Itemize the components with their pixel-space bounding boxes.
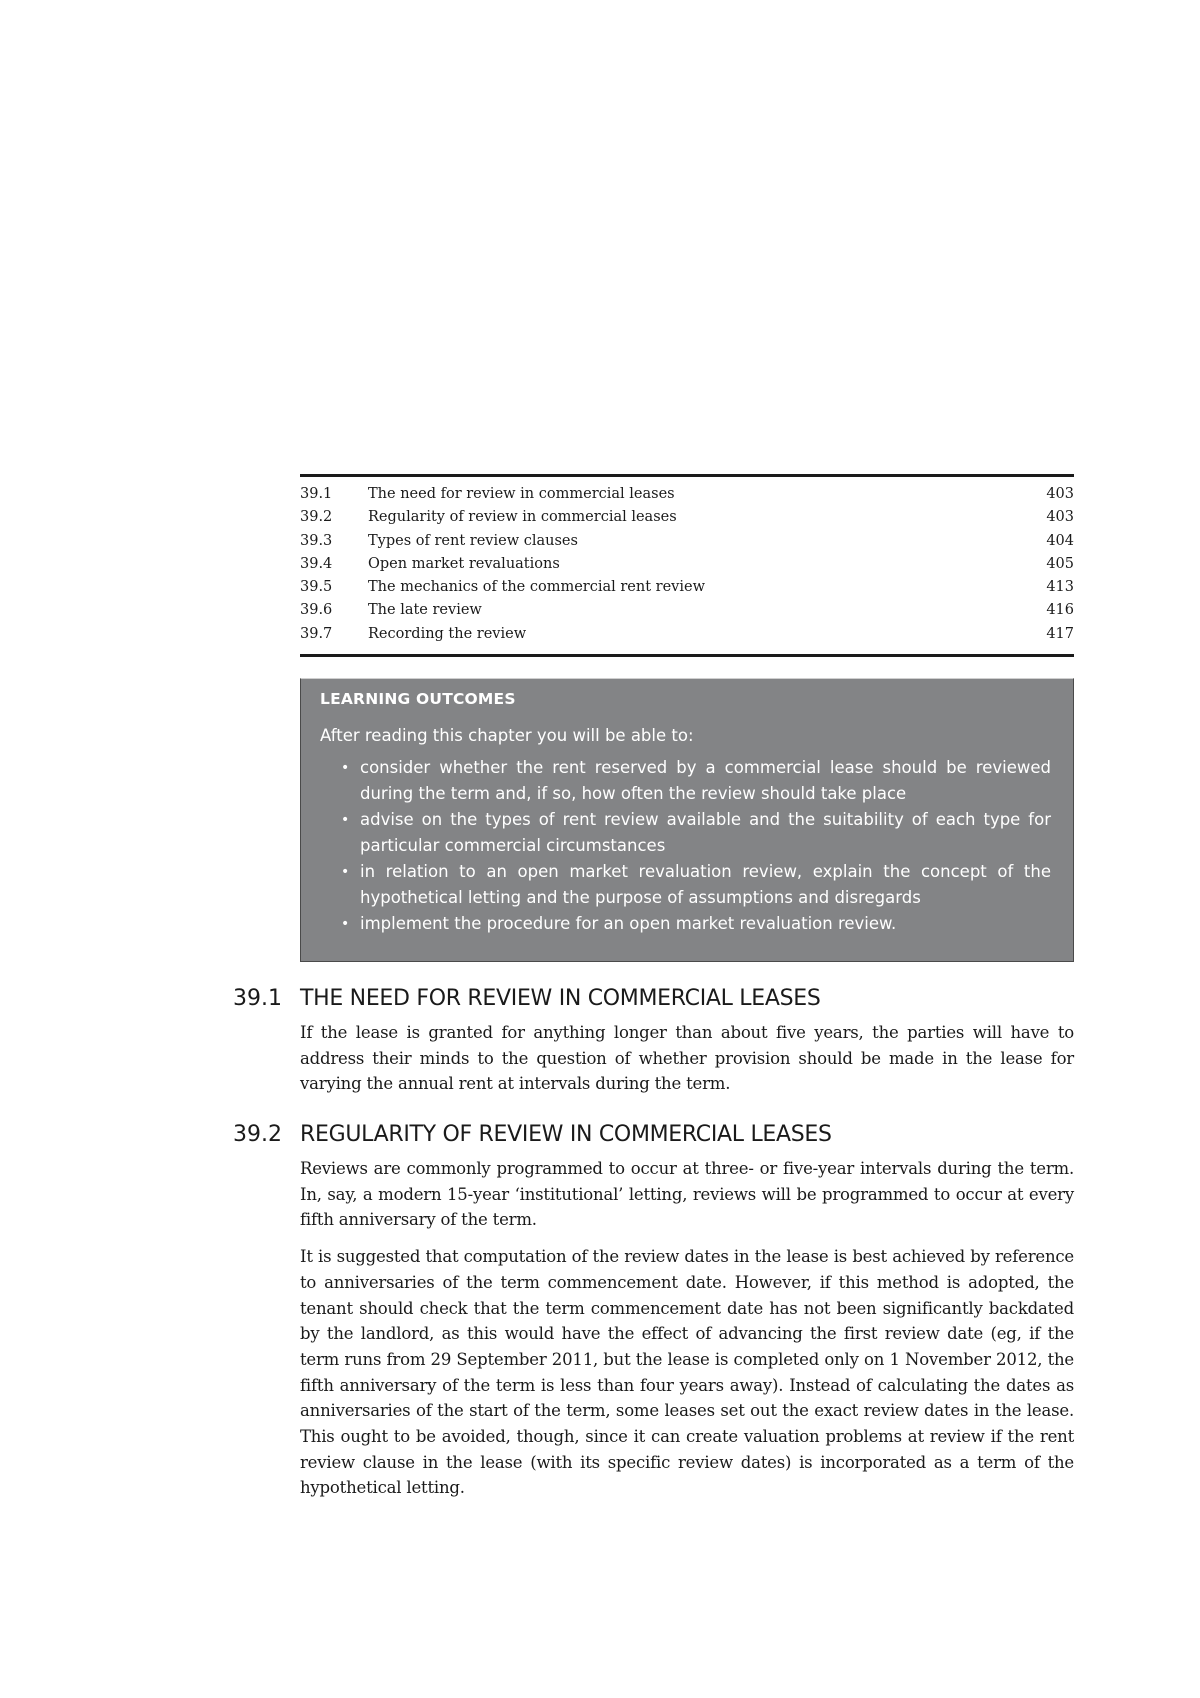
toc-title: Open market revaluations <box>368 555 560 572</box>
toc-entry <box>300 553 1074 576</box>
bullet-icon: • <box>341 760 350 776</box>
toc-page-number: 417 <box>1046 625 1074 642</box>
toc-number: 39.4 <box>300 555 333 572</box>
toc-title: The need for review in commercial leases <box>368 486 675 502</box>
list-item <box>320 859 1051 911</box>
learning-outcomes-box <box>300 678 1074 962</box>
section-heading <box>233 1120 1074 1150</box>
toc-page-number: 413 <box>1046 579 1074 596</box>
learning-outcomes-heading: LEARNING OUTCOMES <box>320 690 516 708</box>
body-paragraph: Reviews are commonly programmed to occur at three- or five-year intervals during the term. In, say, a modern 15-year ‘institutional’ letting, reviews will be programmed to occur at every fifth anniversary of the term. <box>300 1159 1074 1230</box>
toc-number: 39.2 <box>300 509 333 526</box>
toc-page-number: 404 <box>1046 532 1074 549</box>
toc-title: Regularity of review in commercial leases <box>368 509 677 526</box>
list-item <box>320 911 1051 937</box>
section-39-2 <box>233 1120 1074 1501</box>
chapter-contents <box>300 474 1074 657</box>
section-number: 39.1 <box>233 986 282 1011</box>
toc-number: 39.5 <box>300 579 333 596</box>
toc-entry <box>300 623 1074 646</box>
section-number: 39.2 <box>233 1122 282 1147</box>
section-39-1 <box>233 984 1074 1097</box>
bullet-icon: • <box>341 864 350 880</box>
bullet-icon: • <box>341 812 350 828</box>
outcome-text: advise on the types of rent review available and the suitability of each type for particular commercial circumstances <box>360 810 1051 855</box>
toc-page-number: 416 <box>1046 602 1074 619</box>
body-paragraph: If the lease is granted for anything longer than about five years, the parties will have to address their minds to the question of whether provision should be made in the lease for varying the annual rent at intervals during the term. <box>300 1023 1074 1094</box>
outcome-text: consider whether the rent reserved by a commercial lease should be reviewed during the term and, if so, how often the review should take place <box>360 758 1051 803</box>
outcome-text: implement the procedure for an open market revaluation review. <box>360 914 897 933</box>
section-title: THE NEED FOR REVIEW IN COMMERCIAL LEASES <box>300 986 821 1011</box>
bullet-icon: • <box>341 916 350 932</box>
toc-entry <box>300 530 1074 553</box>
toc-entry <box>300 599 1074 622</box>
body-paragraph: It is suggested that computation of the review dates in the lease is best achieved by reference to anniversaries of the term commencement date. However, if this method is adopted, the tenant should check that the term commencement date has not been significantly backdated by the landlord, as this would have the effect of advancing the first review date (eg, if the term runs from 29 September 2011, but the lease is completed only on 1 November 2012, the fifth anniversary of the term is less than four years away). Instead of calculating the dates as anniversaries of the start of the term, some leases set out the exact review dates in the lease. This ought to be avoided, though, since it can create valuation problems at review if the rent review clause in the lease (with its specific review dates) is incorporated as a term of the hypothetical letting. <box>300 1247 1074 1498</box>
toc-page-number: 405 <box>1046 555 1074 572</box>
learning-outcomes-intro: After reading this chapter you will be able to: <box>320 726 694 745</box>
toc-title: The mechanics of the commercial rent review <box>368 579 705 596</box>
list-item <box>320 755 1051 807</box>
toc-title: The late review <box>368 602 482 619</box>
section-heading <box>233 984 1074 1014</box>
toc-page-number: 403 <box>1046 486 1074 502</box>
toc-number: 39.1 <box>300 486 333 502</box>
toc-title: Types of rent review clauses <box>368 532 578 549</box>
toc-number: 39.6 <box>300 602 333 619</box>
toc-entry <box>300 576 1074 599</box>
toc-number: 39.7 <box>300 625 333 642</box>
section-title: REGULARITY OF REVIEW IN COMMERCIAL LEASES <box>300 1122 832 1147</box>
learning-outcomes-list <box>320 755 1051 937</box>
outcome-text: in relation to an open market revaluation review, explain the concept of the hypothetical letting and the purpose of assumptions and disregards <box>360 862 1051 907</box>
toc-number: 39.3 <box>300 532 333 549</box>
toc-entry <box>300 483 1074 506</box>
toc-title: Recording the review <box>368 625 527 642</box>
toc-entry <box>300 506 1074 529</box>
toc-page-number: 403 <box>1046 509 1074 526</box>
list-item <box>320 807 1051 859</box>
